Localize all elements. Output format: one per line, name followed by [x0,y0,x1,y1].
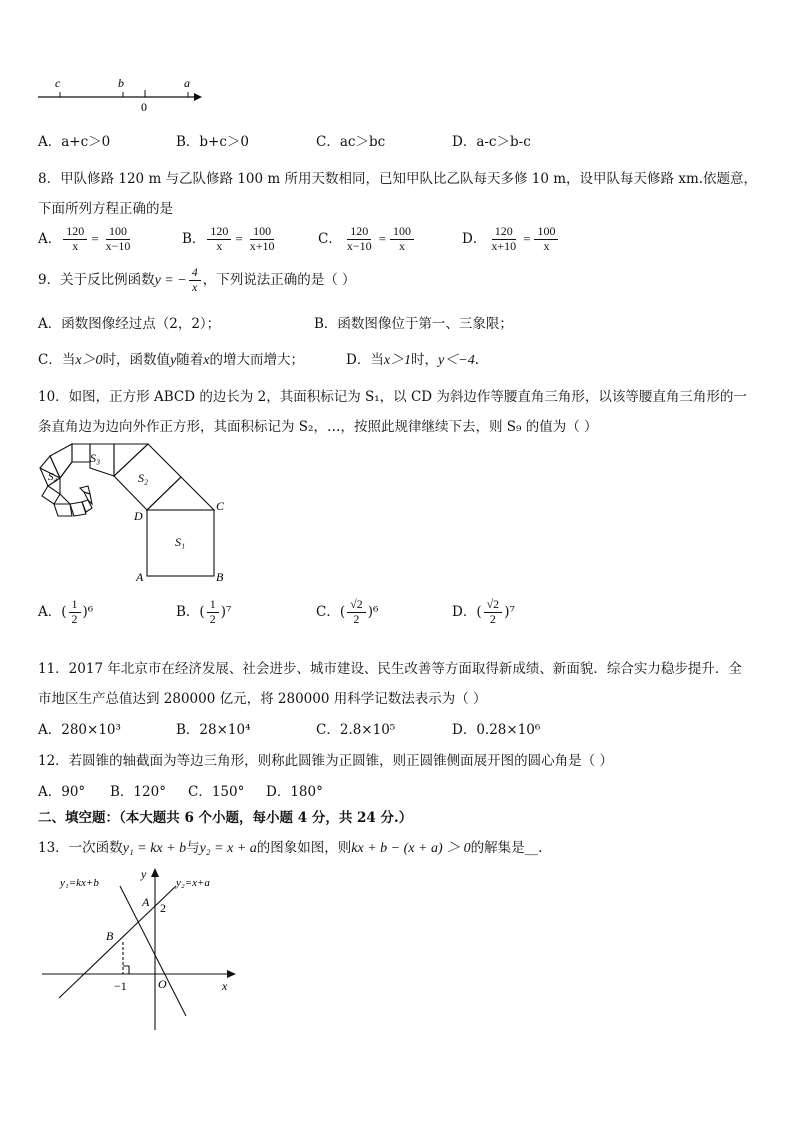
fraction [390,225,414,254]
q13-text-pre: 13．一次函数 [38,840,123,856]
q10-option-b[interactable] [176,598,231,627]
q8-option-a[interactable] [38,225,135,254]
label-point-a: A [142,895,150,909]
numerator: 100 [250,225,274,240]
denominator: x [216,238,223,253]
label-y-axis: y [141,867,147,881]
label-s1: S₁ [175,535,186,549]
q13-question [38,836,542,857]
label-y1-line: y₁=kx+b [60,877,99,889]
numerator: 100 [534,225,558,240]
numerator: 1 [207,598,219,613]
numerator: 100 [390,225,414,240]
q9-option-c[interactable] [38,348,304,369]
q9-option-b[interactable]: B．函数图像位于第一、三象限； [314,316,513,332]
equals-sign: = [235,230,243,246]
label-two: 2 [160,901,166,915]
q13-text-mid: 与 [186,840,200,856]
q8-question-line2: 下面所列方程正确的是 [38,201,173,217]
q10-option-letter: B．( [176,603,205,620]
numerator: 4 [189,266,201,281]
q8-option-letter: A． [38,230,62,247]
q7-option-d[interactable]: D．a-c＞b-c [452,134,531,150]
q12-question: 12．若圆锥的轴截面为等边三角形，则称此圆锥为正圆锥，则正圆锥侧面展开图的圆心角是（ ） [38,753,613,769]
denominator: x−10 [346,238,372,253]
q11-option-c[interactable]: C．2.8×10⁵ [316,722,396,738]
fraction [207,598,219,627]
q8-option-c[interactable] [318,225,416,254]
q10-option-exponent: )⁶ [367,603,379,620]
q13-text-mid2: 的图象如图，则 [256,840,352,856]
number-line-figure [30,70,220,115]
q11-option-d[interactable]: D．0.28×10⁶ [452,722,541,738]
denominator: x+10 [249,238,275,253]
numerator: 120 [492,225,516,240]
q10-option-letter: C．( [316,603,346,620]
q11-question-line1: 11．2017 年北京市在经济发展、社会进步、城市建设、民生改善等方面取得新成绩、新面貌．综合实力稳步提升．全 [38,661,742,677]
q9-option-d-post: . [474,352,480,368]
label-neg-one: −1 [114,979,127,993]
q13-linear-function-graph [36,866,246,1034]
fraction [247,225,278,254]
q9-text-post: ，下列说法正确的是（ ） [202,271,356,288]
q10-option-exponent: )⁷ [504,603,515,620]
equals-sign: = [378,230,386,246]
q9-option-a[interactable]: A．函数图像经过点（2，2）； [38,316,221,332]
label-s3: S₃ [90,451,101,465]
number-line-label-zero: 0 [141,100,147,114]
denominator: x [72,238,79,253]
q10-option-a[interactable] [38,598,93,627]
fraction [484,598,503,627]
q10-option-c[interactable] [316,598,378,627]
label-point-b: B [106,929,114,943]
numerator: √2 [484,598,503,613]
label-origin: O [158,977,167,991]
q10-option-exponent: )⁷ [220,603,232,620]
equals-sign: = [91,230,99,246]
numerator: 100 [106,225,130,240]
denominator: 2 [489,611,496,626]
q8-option-letter: B． [182,230,206,247]
numerator: 120 [207,225,231,240]
label-point-d: D [134,509,143,523]
q9-option-c-mid2: 随着 [176,352,204,368]
q13-function-y1: y₁ = kx + b [122,841,187,856]
q8-option-letter: D． [462,230,487,247]
q12-option-b[interactable]: B．120° [110,784,166,800]
q9-option-d-result: y＜−4 [438,353,475,368]
fraction [347,598,366,627]
q10-option-d[interactable] [452,598,515,627]
fraction [488,225,519,254]
q9-option-c-pre: C．当 [38,352,76,368]
q9-text-pre: 9．关于反比例函数 [38,271,155,288]
q9-option-c-mid: 时，函数值 [102,352,171,368]
denominator: x [398,238,405,253]
equals-sign: = [523,230,531,246]
q9-option-c-condition: x＞0 [75,353,103,368]
label-s4: S₄ [48,471,58,483]
q9-option-d-mid: 时， [411,352,439,368]
label-point-a: A [136,570,144,584]
fraction [189,266,201,295]
label-x-axis: x [222,979,228,993]
numerator: 120 [63,225,87,240]
q12-option-a[interactable]: A．90° [38,784,86,800]
denominator: 2 [353,611,360,626]
denominator: x+10 [491,238,517,253]
q13-function-y2: y₂ = x + a [199,841,257,856]
q8-question-line1: 8．甲队修路 120 m 与乙队修路 100 m 所用天数相同，已知甲队比乙队每天多修 10 m，设甲队每天修路 xm.依题意， [38,171,758,187]
denominator: 2 [209,611,216,626]
q13-text-post: 的解集是__. [470,840,543,856]
q10-option-letter: A．( [38,603,67,620]
q10-question-line1: 10．如图，正方形 ABCD 的边长为 2，其面积标记为 S₁，以 CD 为斜边作等腰直角三角形，以该等腰直角三角形的一 [38,389,747,405]
q9-option-d[interactable] [346,348,479,369]
fraction [534,225,558,254]
numerator: 120 [347,225,371,240]
q9-question [38,266,356,295]
numerator: √2 [347,598,366,613]
q12-option-d[interactable]: D．180° [266,784,323,800]
fraction [103,225,134,254]
q9-function-lhs: y = − [154,272,187,288]
q9-option-c-x: x [203,353,210,368]
section-heading: 二、填空题：（本大题共 6 个小题，每小题 4 分，共 24 分.） [38,810,413,826]
q10-option-exponent: )⁶ [82,603,94,620]
fraction [344,225,375,254]
q11-option-a[interactable]: A．280×10³ [38,722,121,738]
denominator: x [543,238,550,253]
label-y2-line: y₂=x+a [176,877,210,889]
q10-option-letter: D．( [452,603,482,620]
numerator: 1 [69,598,81,613]
label-s2: S₂ [138,471,149,485]
q8-option-d[interactable] [462,225,560,254]
q10-square-spiral-figure [30,438,230,588]
q12-option-c[interactable]: C．150° [188,784,245,800]
q9-option-d-condition: x＞1 [383,353,412,368]
q13-inequality: kx + b − (x + a) ＞ 0 [351,841,471,856]
q7-option-c[interactable]: C．ac＞bc [316,134,386,150]
denominator: x [192,279,198,294]
number-line-label-c: c [55,76,61,90]
q9-option-d-pre: D．当 [346,352,384,368]
q10-question-line2: 条直角边为边向外作正方形，其面积标记为 S₂，…，按照此规律继续下去，则 S₉ 的值为（ ） [38,419,598,435]
q9-option-c-post: 的增大而增大； [209,352,304,368]
denominator: x−10 [105,238,131,253]
q11-question-line2: 市地区生产总值达到 280000 亿元，将 280000 用科学记数法表示为（ ） [38,691,487,707]
number-line-label-a: a [184,76,190,90]
label-point-b: B [216,570,224,584]
q8-option-b[interactable] [182,225,280,254]
q7-option-b[interactable]: B．b+c＞0 [176,134,250,150]
q8-option-letter: C． [318,230,342,247]
q9-option-c-y: y [170,353,177,368]
q11-option-b[interactable]: B．28×10⁴ [176,722,251,738]
fraction [207,225,231,254]
label-point-c: C [216,499,225,513]
fraction [63,225,87,254]
number-line-label-b: b [118,76,124,90]
q7-option-a[interactable]: A．a+c＞0 [38,134,111,150]
denominator: 2 [71,611,78,626]
fraction [69,598,81,627]
